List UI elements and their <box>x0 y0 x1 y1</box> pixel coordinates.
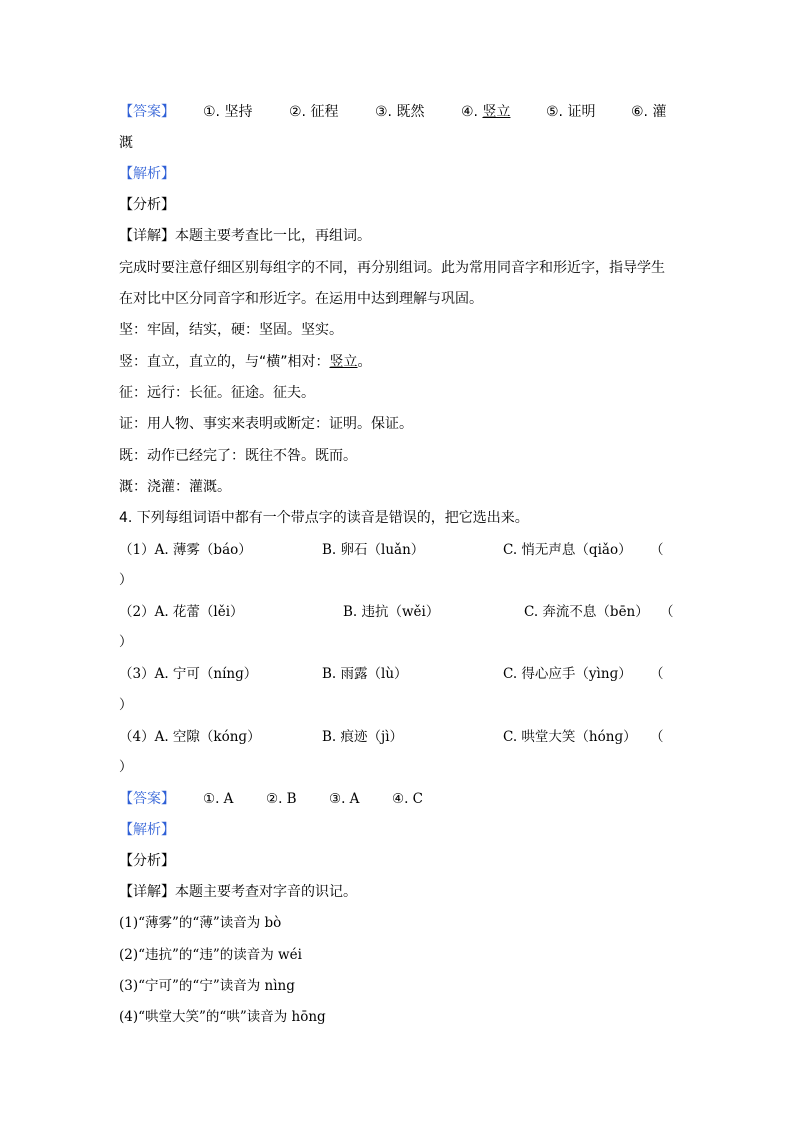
answer-label: 【答案】 <box>119 791 175 807</box>
paragraph: 完成时要注意仔细区别每组字的不同，再分别组词。此为常用同音字和形近字，指导学生 <box>119 260 665 276</box>
answer-wrap: 溉 <box>119 135 133 151</box>
definition-line: 溉：浇灌：灌溉。 <box>119 479 231 495</box>
answer-paren-close: ） <box>119 572 133 588</box>
option-b: B. 卵石（luǎn） <box>322 542 425 558</box>
pronunciation-line: (3)“宁可”的“宁”读音为 nìng <box>119 978 295 994</box>
answer-item: ④. C <box>392 791 424 807</box>
pronunciation-line: (2)“违抗”的“违”的读音为 wéi <box>119 947 302 963</box>
definition-line: 坚：牢固，结实，硬：坚固。坚实。 <box>119 322 343 338</box>
answer-item: ③. 既然 <box>375 104 425 120</box>
answer-item: ⑥. 灌 <box>631 104 667 120</box>
option-a: （2）A. 花蕾（lěi） <box>119 604 244 620</box>
option-c: C. 哄堂大笑（hónɡ） <box>503 729 637 745</box>
definition-line: 证：用人物、事实来表明或断定：证明。保证。 <box>119 416 413 432</box>
fenxi-heading: 【分析】 <box>119 853 175 869</box>
answer-item: ②. B <box>266 791 297 807</box>
definition-line: 既：动作已经完了：既往不咎。既而。 <box>119 448 357 464</box>
definition-line: 竖：直立，直立的，与“横”相对：竖立。 <box>119 354 372 370</box>
option-b: B. 违抗（wěi） <box>343 604 440 620</box>
answer-item: ①. 坚持 <box>203 104 253 120</box>
fenxi-heading: 【分析】 <box>119 197 175 213</box>
option-c: C. 得心应手（yìnɡ） <box>503 666 632 682</box>
answer-item-underlined: ④. 竖立 <box>461 104 511 120</box>
answer-paren-open: （ <box>660 604 674 620</box>
pronunciation-line: (1)“薄雾”的“薄”读音为 bò <box>119 915 282 931</box>
option-c: C. 奔流不息（bēn） <box>524 604 649 620</box>
answer-paren-open: （ <box>650 729 664 745</box>
jiexi-heading: 【解析】 <box>119 822 175 838</box>
xiangjie-line: 【详解】本题主要考查比一比，再组词。 <box>119 228 371 244</box>
definition-line: 征：远行：长征。征途。征夫。 <box>119 385 315 401</box>
answer-paren-open: （ <box>650 542 664 558</box>
answer-paren-close: ） <box>119 634 133 650</box>
answer-label: 【答案】 <box>119 104 175 120</box>
answer-paren-close: ） <box>119 759 133 775</box>
option-a: （3）A. 宁可（nínɡ） <box>119 666 258 682</box>
jiexi-heading: 【解析】 <box>119 166 175 182</box>
option-b: B. 痕迹（jì） <box>322 729 404 745</box>
paragraph: 在对比中区分同音字和形近字。在运用中达到理解与巩固。 <box>119 291 483 307</box>
answer-paren-open: （ <box>650 666 664 682</box>
xiangjie-line: 【详解】本题主要考查对字音的识记。 <box>119 884 357 900</box>
answer-item: ②. 征程 <box>289 104 339 120</box>
answer-paren-close: ） <box>119 697 133 713</box>
answer-item: ⑤. 证明 <box>546 104 596 120</box>
option-a: （4）A. 空隙（kónɡ） <box>119 729 261 745</box>
answer-item: ③. A <box>329 791 360 807</box>
question-stem: 4. 下列每组词语中都有一个带点字的读音是错误的，把它选出来。 <box>119 510 529 526</box>
option-a: （1）A. 薄雾（báo） <box>119 542 252 558</box>
pronunciation-line: (4)“哄堂大笑”的“哄”读音为 hōng <box>119 1009 326 1025</box>
answer-item: ①. A <box>203 791 234 807</box>
option-c: C. 悄无声息（qiǎo） <box>503 542 632 558</box>
option-b: B. 雨露（lù） <box>322 666 408 682</box>
